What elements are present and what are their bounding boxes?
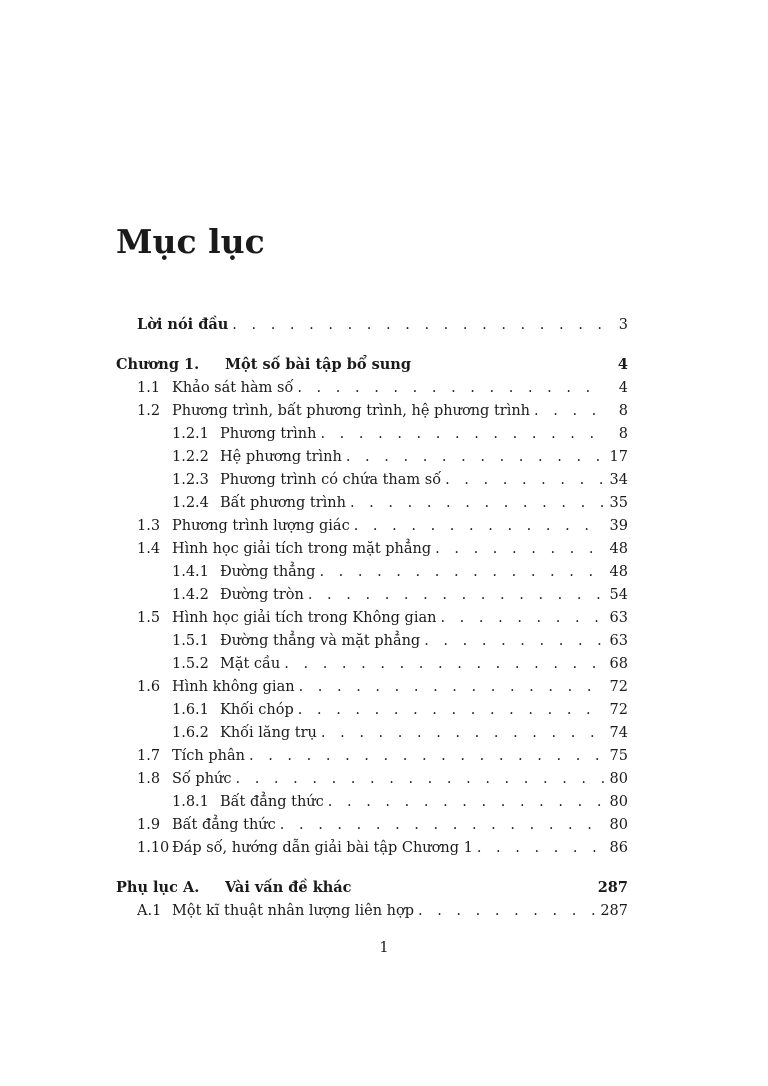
toc-entry-page: 39 <box>609 518 628 534</box>
toc-entry-number: 1.2.2 <box>172 449 209 465</box>
toc-entry-number: 1.6.2 <box>172 725 209 741</box>
leader-dots <box>284 653 604 675</box>
toc-appendix-a[interactable] <box>0 877 768 899</box>
toc-entry-page: 3 <box>618 317 628 333</box>
appendix-title: Vài vấn đề khác <box>225 879 352 896</box>
leader-dots <box>534 400 604 422</box>
toc-entry-number: 1.7 <box>137 748 161 764</box>
toc-entry-preface[interactable] <box>0 314 768 336</box>
leader-dots <box>280 814 604 836</box>
toc-entry-label: Phương trình có chứa tham số <box>220 472 442 488</box>
toc-entry[interactable] <box>0 653 768 675</box>
toc-entry-number: A.1 <box>137 903 162 919</box>
toc-entry-number: 1.5 <box>137 610 161 626</box>
toc-entry-number: 1.2.1 <box>172 426 209 442</box>
toc-entry-page: 48 <box>609 564 628 580</box>
toc-entry-page: 72 <box>609 679 628 695</box>
toc-entry-number: 1.3 <box>137 518 161 534</box>
toc-entry-number: 1.1 <box>137 380 161 396</box>
toc-entry-label: Khảo sát hàm số <box>172 380 294 396</box>
toc-entry-label: Bất phương trình <box>220 495 346 511</box>
toc-entry-label: Phương trình, bất phương trình, hệ phương trình <box>172 403 531 419</box>
toc-entry-number: 1.6 <box>137 679 161 695</box>
toc-entry-page: 63 <box>609 610 628 626</box>
toc-entry-label: Phương trình <box>220 426 317 442</box>
toc-entry-page: 287 <box>600 903 628 919</box>
toc-chapter-1[interactable] <box>0 354 768 376</box>
toc-entry-page: 68 <box>609 656 628 672</box>
leader-dots <box>297 377 604 399</box>
leader-dots <box>440 607 604 629</box>
toc-entry-label: Bất đẳng thức <box>172 817 276 833</box>
toc-entry-number: 1.2 <box>137 403 161 419</box>
leader-dots <box>321 722 604 744</box>
page-title: Mục lục <box>116 222 265 261</box>
leader-dots <box>424 630 604 652</box>
leader-dots <box>319 561 604 583</box>
leader-dots <box>445 469 604 491</box>
toc-entry-page: 48 <box>609 541 628 557</box>
leader-dots <box>435 538 604 560</box>
toc-entry[interactable] <box>0 377 768 399</box>
toc-entry[interactable] <box>0 492 768 514</box>
toc-entry-number: 1.2.3 <box>172 472 209 488</box>
leader-dots <box>308 584 604 606</box>
chapter-number: Chương 1. <box>116 356 200 373</box>
toc-entry-number: 1.4.1 <box>172 564 209 580</box>
toc-entry[interactable] <box>0 469 768 491</box>
toc-entry-page: 75 <box>609 748 628 764</box>
leader-dots <box>232 314 604 336</box>
toc-entry-number: 1.5.2 <box>172 656 209 672</box>
toc-entry-page: 63 <box>609 633 628 649</box>
toc-entry-label: Một kĩ thuật nhân lượng liên hợp <box>172 903 414 919</box>
appendix-number: Phụ lục A. <box>116 879 200 896</box>
toc-entry[interactable] <box>0 814 768 836</box>
leader-dots <box>418 900 596 922</box>
toc-entry-number: 1.10 <box>137 840 170 856</box>
leader-dots <box>320 423 604 445</box>
toc-entry-label: Mặt cầu <box>220 656 281 672</box>
leader-dots <box>236 768 605 790</box>
toc-entry-page: 17 <box>609 449 628 465</box>
toc-entry-label: Khối chóp <box>220 702 294 718</box>
toc-entry-page: 72 <box>609 702 628 718</box>
toc-entry[interactable] <box>0 400 768 422</box>
toc-entry-label: Phương trình lượng giác <box>172 518 350 534</box>
toc-entry-page: 74 <box>609 725 628 741</box>
toc-entry-page: 8 <box>618 403 628 419</box>
toc-entry-number: 1.5.1 <box>172 633 209 649</box>
toc-entry[interactable] <box>0 676 768 698</box>
leader-dots <box>328 791 604 813</box>
toc-entry[interactable] <box>0 722 768 744</box>
chapter-page: 4 <box>617 356 628 373</box>
toc-entry-page: 80 <box>609 794 628 810</box>
toc-entry-number: 1.4 <box>137 541 161 557</box>
toc-entry-label: Số phức <box>172 771 232 787</box>
toc-entry-number: 1.2.4 <box>172 495 209 511</box>
toc-entry-label: Hình học giải tích trong Không gian <box>172 610 437 626</box>
toc-entry-number: 1.8.1 <box>172 794 209 810</box>
toc-entry-number: 1.8 <box>137 771 161 787</box>
toc-entry[interactable] <box>0 607 768 629</box>
toc-entry[interactable] <box>0 900 768 922</box>
toc-entry-page: 86 <box>609 840 628 856</box>
toc-entry-label: Đường thẳng <box>220 564 316 580</box>
toc-entry[interactable] <box>0 745 768 767</box>
toc-entry-label: Đáp số, hướng dẫn giải bài tập Chương 1 <box>172 840 473 856</box>
leader-dots <box>477 837 604 859</box>
toc-entry-page: 4 <box>618 380 628 396</box>
page-number: 1 <box>379 940 389 956</box>
toc-entry-label: Khối lăng trụ <box>220 725 317 741</box>
toc-entry-number: 1.6.1 <box>172 702 209 718</box>
toc-entry-page: 80 <box>609 817 628 833</box>
toc-entry-number: 1.4.2 <box>172 587 209 603</box>
toc-entry[interactable] <box>0 584 768 606</box>
toc-entry-label: Hình không gian <box>172 679 295 695</box>
leader-dots <box>346 446 604 468</box>
toc-entry-page: 8 <box>618 426 628 442</box>
toc-entry-page: 54 <box>609 587 628 603</box>
toc-entry[interactable] <box>0 515 768 537</box>
leader-dots <box>249 745 604 767</box>
toc-entry-page: 35 <box>609 495 628 511</box>
leader-dots <box>350 492 604 514</box>
toc-entry[interactable] <box>0 837 768 859</box>
leader-dots <box>299 676 604 698</box>
toc-entry[interactable] <box>0 538 768 560</box>
toc-entry[interactable] <box>0 768 768 790</box>
toc-entry-label: Hệ phương trình <box>220 449 342 465</box>
toc-entry-page: 80 <box>609 771 628 787</box>
toc-entry-page: 34 <box>609 472 628 488</box>
leader-dots <box>298 699 604 721</box>
toc-entry-label: Tích phân <box>172 748 245 764</box>
toc-entry-label: Đường tròn <box>220 587 304 603</box>
leader-dots <box>354 515 604 537</box>
toc-entry-label: Đường thẳng và mặt phẳng <box>220 633 421 649</box>
toc-entry-label: Lời nói đầu <box>137 316 229 333</box>
toc-entry[interactable] <box>0 446 768 468</box>
toc-entry-number: 1.9 <box>137 817 161 833</box>
toc-entry[interactable] <box>0 630 768 652</box>
toc-entry[interactable] <box>0 561 768 583</box>
toc-entry-label: Bất đẳng thức <box>220 794 324 810</box>
toc-entry[interactable] <box>0 699 768 721</box>
toc-entry[interactable] <box>0 791 768 813</box>
toc-entry[interactable] <box>0 423 768 445</box>
chapter-title: Một số bài tập bổ sung <box>225 356 411 373</box>
appendix-page: 287 <box>597 879 628 896</box>
toc-entry-label: Hình học giải tích trong mặt phẳng <box>172 541 432 557</box>
